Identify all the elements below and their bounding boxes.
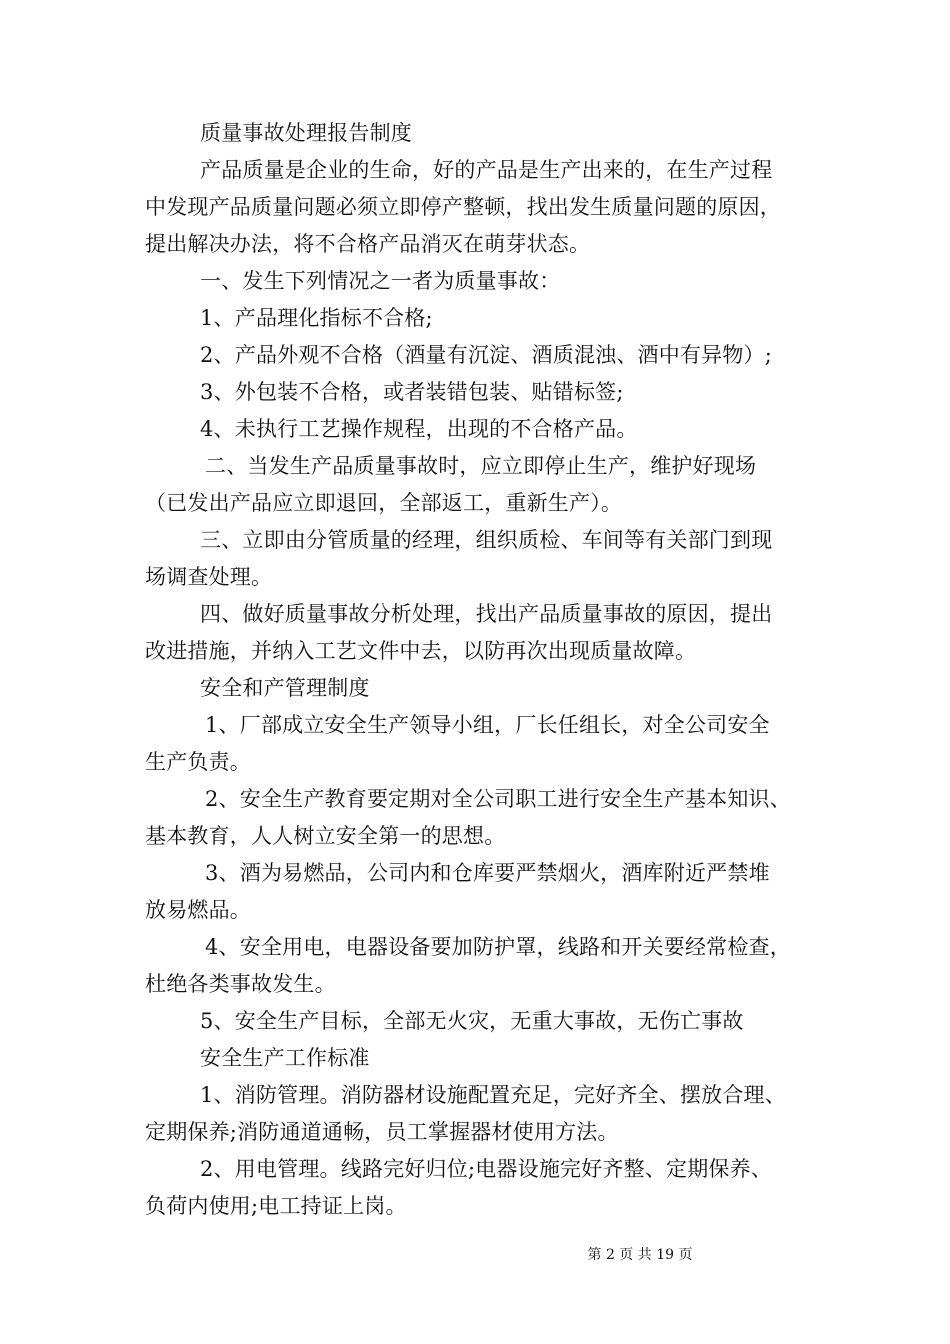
list-item: 2、产品外观不合格（酒量有沉淀、酒质混浊、酒中有异物）; (200, 343, 773, 367)
list-item: 1、厂部成立安全生产领导小组，厂长任组长，对全公司安全 (205, 713, 770, 737)
list-item: 1、消防管理。消防器材设施配置充足，完好齐全、摆放合理、 (200, 1083, 786, 1107)
heading-safety-management-system: 安全和产管理制度 (200, 676, 370, 700)
list-item: 3、酒为易燃品，公司内和仓库要严禁烟火，酒库附近严禁堆 (205, 861, 770, 885)
list-item: 2、用电管理。线路完好归位;电器设施完好齐整、定期保养、 (200, 1157, 773, 1181)
section-heading-1: 一、发生下列情况之一者为质量事故： (200, 269, 561, 293)
list-item: 4、安全用电，电器设备要加防护罩，线路和开关要经常检查， (205, 935, 791, 959)
paragraph-line: 中发现产品质量问题必须立即停产整顿，找出发生质量问题的原因， (145, 195, 781, 219)
heading-quality-accident-system: 质量事故处理报告制度 (200, 121, 412, 145)
list-item: 4、未执行工艺操作规程，出现的不合格产品。 (200, 417, 638, 441)
paragraph-line: 改进措施，并纳入工艺文件中去，以防再次出现质量故障。 (145, 639, 697, 663)
section-heading-4: 四、做好质量事故分析处理，找出产品质量事故的原因，提出 (200, 602, 773, 626)
list-item: 3、外包装不合格，或者装错包装、贴错标签; (200, 380, 624, 404)
paragraph-line: （已发出产品应立即退回，全部返工，重新生产）。 (145, 491, 623, 515)
paragraph-line: 提出解决办法，将不合格产品消灭在萌芽状态。 (145, 232, 591, 256)
paragraph-line: 定期保养;消防通道通畅，员工掌握器材使用方法。 (145, 1120, 619, 1144)
list-item: 5、安全生产目标，全部无火灾，无重大事故，无伤亡事故 (200, 1009, 744, 1033)
list-item: 1、产品理化指标不合格; (200, 306, 433, 330)
section-heading-3: 三、立即由分管质量的经理，组织质检、车间等有关部门到现 (200, 528, 773, 552)
paragraph-line: 杜绝各类事故发生。 (145, 972, 336, 996)
page-number: 第 2 页 共 19 页 (587, 1247, 693, 1263)
paragraph-line: 负荷内使用;电工持证上岗。 (145, 1194, 407, 1218)
section-heading-2: 二、当发生产品质量事故时，应立即停止生产，维护好现场 (205, 454, 757, 478)
list-item: 2、安全生产教育要定期对全公司职工进行安全生产基本知识、 (205, 787, 791, 811)
paragraph-line: 产品质量是企业的生命，好的产品是生产出来的，在生产过程 (200, 158, 773, 182)
heading-safety-work-standard: 安全生产工作标准 (200, 1046, 370, 1070)
paragraph-line: 生产负责。 (145, 750, 251, 774)
paragraph-line: 放易燃品。 (145, 898, 251, 922)
page-footer (0, 1245, 950, 1265)
paragraph-line: 基本教育，人人树立安全第一的思想。 (145, 824, 506, 848)
paragraph-line: 场调查处理。 (145, 565, 273, 589)
